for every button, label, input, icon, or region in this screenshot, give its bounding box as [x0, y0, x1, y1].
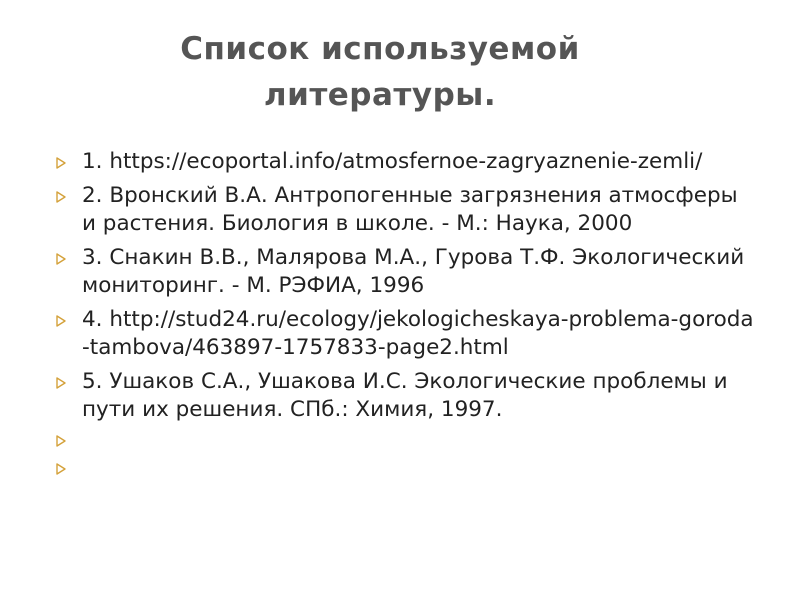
- list-item-text: 5. Ушаков С.А., Ушакова И.С. Экологические проблемы и пути их решения. СПб.: Химия, 1997.: [82, 369, 728, 422]
- slide-title: [150, 26, 610, 118]
- bullet-arrow-icon: [56, 157, 66, 169]
- bullet-arrow-icon: [56, 463, 66, 475]
- list-item: [56, 306, 756, 362]
- bullet-arrow-icon: [56, 191, 66, 203]
- list-item: [56, 368, 756, 424]
- list-item-empty: [56, 430, 756, 452]
- list-item-text: 1. https://ecoportal.info/atmosfernoe-zagryaznenie-zemli/: [82, 149, 703, 174]
- bullet-arrow-icon: [56, 315, 66, 327]
- list-item: [56, 182, 756, 238]
- list-item: [56, 244, 756, 300]
- list-item-text: 4. http://stud24.ru/ecology/jekologicheskaya-problema-goroda-tambova/463897-1757833-page2.html: [82, 307, 754, 360]
- reference-list: [56, 148, 756, 486]
- list-item-text: 3. Снакин В.В., Малярова М.А., Гурова Т.Ф. Экологический мониторинг. - М. РЭФИА, 1996: [82, 245, 745, 298]
- slide-title-line-2: литературы.: [263, 77, 497, 113]
- list-item-text: 2. Вронский В.А. Антропогенные загрязнения атмосферы и растения. Биология в школе. ‑ М.: Наука, 2000: [82, 183, 738, 236]
- slide-title-line-1: Список используемой: [180, 31, 580, 67]
- list-item-empty: [56, 458, 756, 480]
- bullet-arrow-icon: [56, 253, 66, 265]
- list-item: [56, 148, 756, 176]
- bullet-arrow-icon: [56, 435, 66, 447]
- bullet-arrow-icon: [56, 377, 66, 389]
